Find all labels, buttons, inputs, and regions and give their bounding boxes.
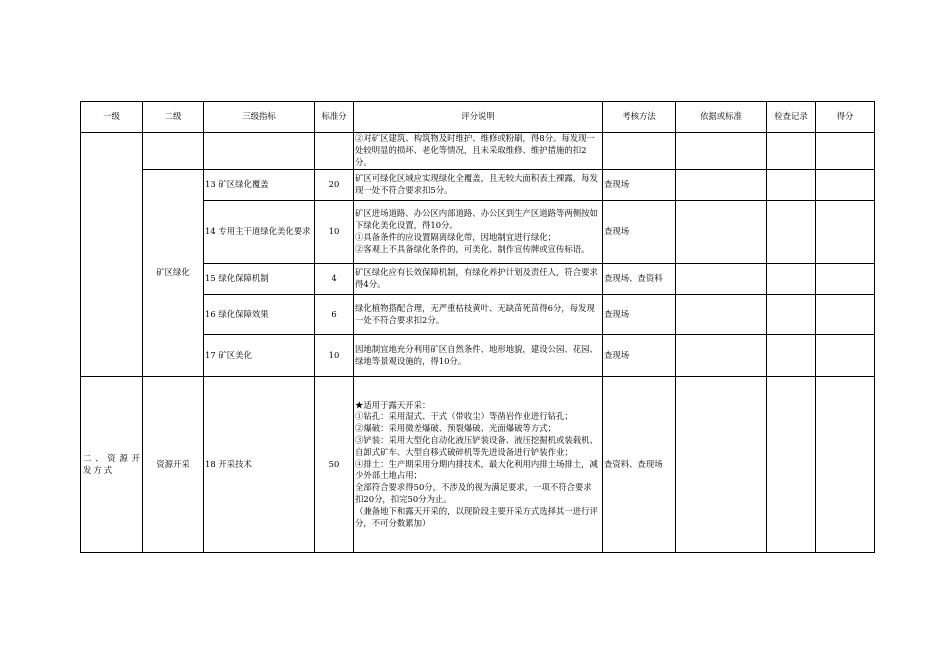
method-cell: 查现场 bbox=[603, 335, 676, 377]
result-cell bbox=[816, 295, 875, 335]
description-line: 矿区进场道路、办公区内部道路、办公区到生产区道路等两侧按如下绿化美化设置，得10分。 bbox=[355, 208, 598, 231]
description-line: ★适用于露天开采： bbox=[355, 399, 431, 410]
result-cell bbox=[816, 377, 875, 553]
record-cell bbox=[767, 133, 816, 170]
result-cell bbox=[816, 335, 875, 377]
description-line: ①具备条件的应设置隔离绿化带，因地制宜进行绿化； bbox=[355, 232, 556, 242]
indicator-cell bbox=[204, 133, 315, 170]
header-basis: 依据或标准 bbox=[676, 102, 767, 133]
basis-cell bbox=[676, 264, 767, 295]
level1-cell bbox=[81, 133, 143, 377]
result-cell bbox=[816, 201, 875, 264]
description-line: 矿区可绿化区域应实现绿化全覆盖，且无较大面积表土裸露，每发现一处不符合要求扣5分。 bbox=[355, 173, 598, 195]
score-cell: 6 bbox=[315, 295, 354, 335]
level2-cell: 资源开采 bbox=[143, 377, 204, 553]
level1-cell: 二、资源开发方式 bbox=[81, 377, 143, 553]
indicator-cell: 17 矿区美化 bbox=[204, 335, 315, 377]
basis-cell bbox=[676, 295, 767, 335]
description-cell bbox=[354, 133, 603, 170]
header-level2: 二级 bbox=[143, 102, 204, 133]
basis-cell bbox=[676, 335, 767, 377]
record-cell bbox=[767, 170, 816, 201]
header-description: 评分说明 bbox=[354, 102, 603, 133]
method-cell: 查现场 bbox=[603, 170, 676, 201]
basis-cell bbox=[676, 201, 767, 264]
header-score: 标准分 bbox=[315, 102, 354, 133]
indicator-cell: 13 矿区绿化覆盖 bbox=[204, 170, 315, 201]
description-cell bbox=[354, 264, 603, 295]
header-method: 考核方法 bbox=[603, 102, 676, 133]
description-line: ①钻孔：采用湿式、干式（带收尘）等凿岩作业进行钻孔； bbox=[355, 411, 573, 422]
header-record: 检查记录 bbox=[767, 102, 816, 133]
level2-cell bbox=[143, 133, 204, 170]
indicator-cell: 15 绿化保障机制 bbox=[204, 264, 315, 295]
basis-cell bbox=[676, 377, 767, 553]
score-cell: 50 bbox=[315, 377, 354, 553]
description-line: ②对矿区建筑、构筑物及时维护、维修或粉刷，得8分。每发现一处较明显的损坏、老化等情况，且未采取维修、维护措施的扣2分。 bbox=[355, 133, 595, 167]
description-line: 因地制宜地充分利用矿区自然条件、地形地貌，建设公园、花园、绿地等景观设施的，得10分。 bbox=[355, 343, 598, 366]
description-line: ②客观上不具备绿化条件的，可美化、制作宣传牌或宣传标语。 bbox=[355, 243, 590, 254]
method-cell: 查资料、查现场 bbox=[603, 377, 676, 553]
record-cell bbox=[767, 201, 816, 264]
method-cell bbox=[603, 133, 676, 170]
evaluation-table bbox=[80, 101, 875, 553]
score-cell: 20 bbox=[315, 170, 354, 201]
score-cell: 10 bbox=[315, 201, 354, 264]
table-row bbox=[81, 377, 875, 553]
description-line: 全部符合要求得50分，不涉及的视为满足要求，一项不符合要求扣20分，扣完50分为止。 bbox=[355, 482, 592, 504]
indicator-cell: 16 绿化保障效果 bbox=[204, 295, 315, 335]
header-result: 得分 bbox=[816, 102, 875, 133]
description-cell bbox=[354, 201, 603, 264]
method-cell: 查现场 bbox=[603, 295, 676, 335]
record-cell bbox=[767, 295, 816, 335]
table-row bbox=[81, 170, 875, 201]
description-cell bbox=[354, 335, 603, 377]
description-line: ②爆破：采用微差爆破、预裂爆破、光面爆破等方式； bbox=[355, 423, 556, 434]
result-cell bbox=[816, 264, 875, 295]
description-cell bbox=[354, 170, 603, 201]
basis-cell bbox=[676, 170, 767, 201]
score-cell: 4 bbox=[315, 264, 354, 295]
description-line: 矿区绿化应有长效保障机制，有绿化养护计划及责任人，符合要求得4分。 bbox=[355, 267, 598, 289]
description-cell bbox=[354, 295, 603, 335]
basis-cell bbox=[676, 133, 767, 170]
description-line: ③铲装：采用大型化自动化液压铲装设备、液压挖掘机或装载机、自卸式矿车、大型自移式破碎机等先进设备进行铲装作业； bbox=[355, 435, 598, 457]
result-cell bbox=[816, 133, 875, 170]
header-level3: 三级指标 bbox=[204, 102, 315, 133]
description-line: （兼备地下和露天开采的，以现阶段主要开采方式选择其一进行评分，不可分数累加） bbox=[355, 505, 598, 528]
score-cell: 10 bbox=[315, 335, 354, 377]
description-line: 绿化植物搭配合理，无严重枯枝黄叶、无缺苗死苗得6分，每发现一处不符合要求扣2分。 bbox=[355, 302, 595, 325]
result-cell bbox=[816, 170, 875, 201]
score-cell bbox=[315, 133, 354, 170]
description-cell bbox=[354, 377, 603, 553]
indicator-cell: 18 开采技术 bbox=[204, 377, 315, 553]
header-level1: 一级 bbox=[81, 102, 143, 133]
method-cell: 查现场、查资料 bbox=[603, 264, 676, 295]
indicator-cell: 14 专用主干道绿化美化要求 bbox=[204, 201, 315, 264]
table-row bbox=[81, 133, 875, 170]
level2-cell: 矿区绿化 bbox=[143, 170, 204, 377]
description-line: ④排土：生产期采用分期内排技术，最大化利用内排土场排土，减少外部土地占用； bbox=[355, 458, 598, 481]
header-row bbox=[81, 102, 875, 133]
record-cell bbox=[767, 335, 816, 377]
method-cell: 查现场 bbox=[603, 201, 676, 264]
record-cell bbox=[767, 377, 816, 553]
record-cell bbox=[767, 264, 816, 295]
